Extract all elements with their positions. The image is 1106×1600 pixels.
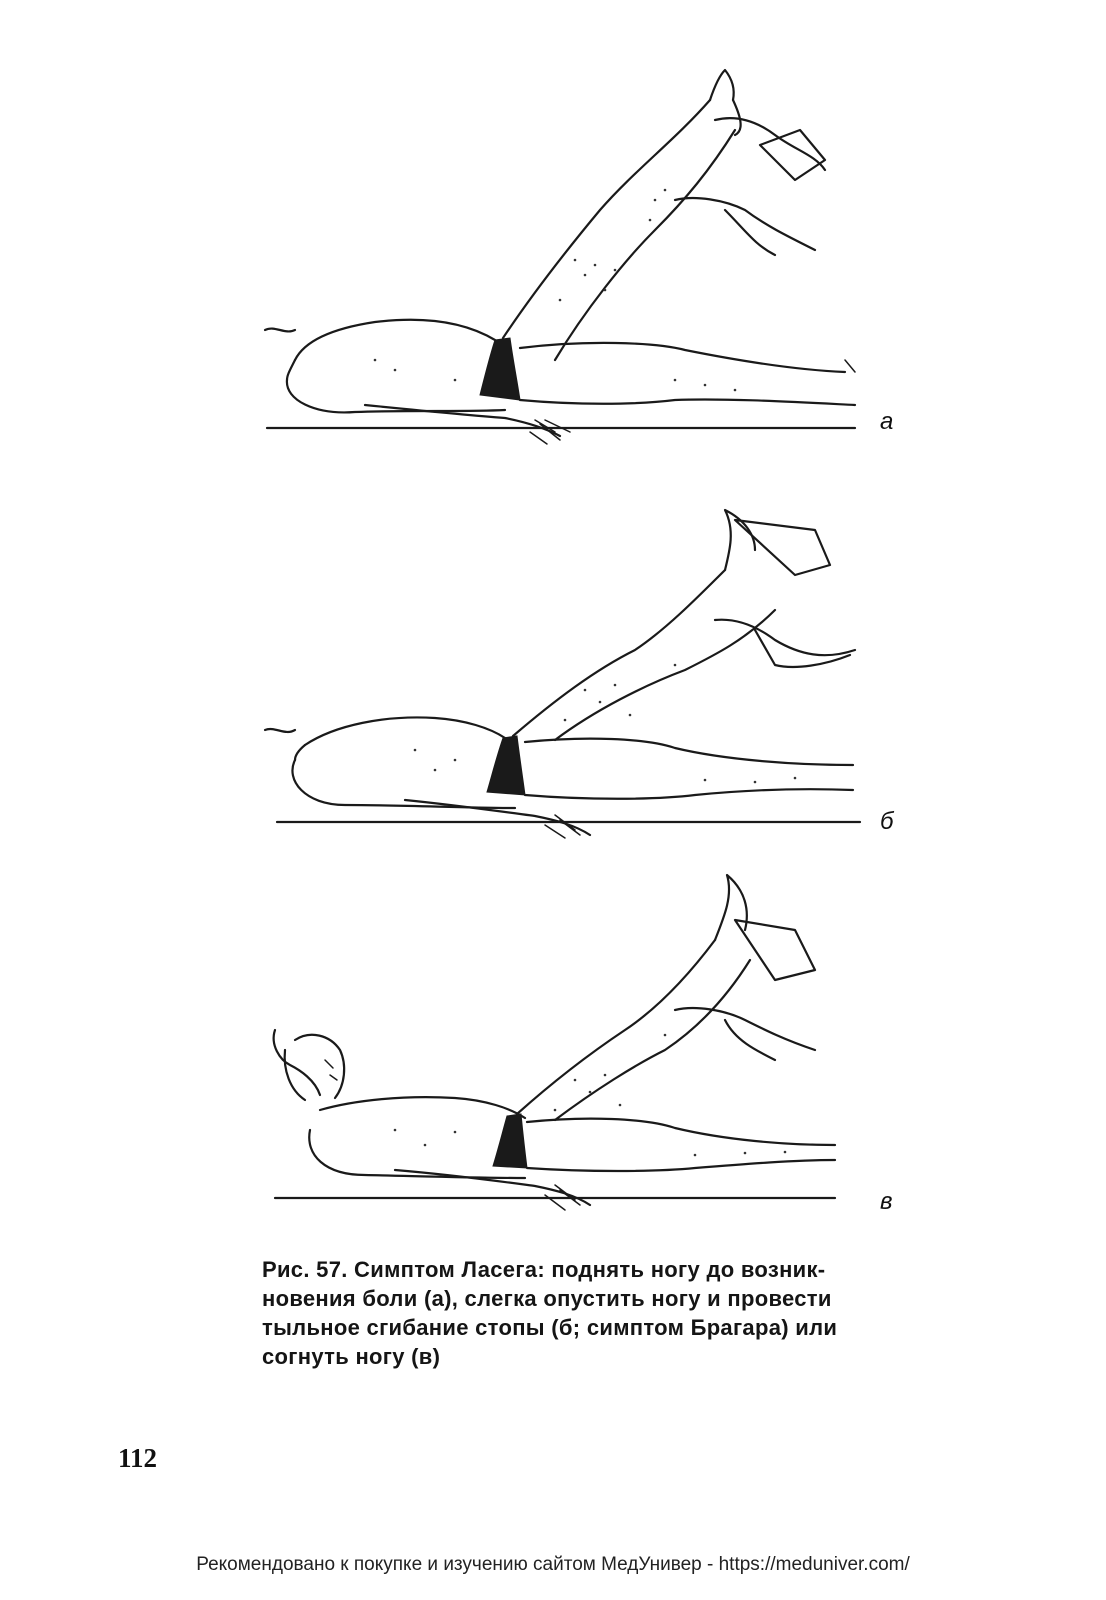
bragard-sign-drawing-b: [255, 490, 915, 850]
illustration-panel-v: [255, 870, 915, 1220]
caption-line: Рис. 57. Симптом Ласега: поднять ногу до возник-: [262, 1257, 826, 1282]
illustration-panel-b: [255, 490, 915, 850]
panel-label-v: в: [880, 1188, 893, 1215]
caption-line: новения боли (а), слегка опустить ногу и провести: [262, 1286, 832, 1311]
illustration-panel-a: [255, 60, 915, 460]
page-number: 112: [118, 1443, 158, 1473]
panel-label-a: а: [880, 408, 894, 435]
figure-caption: [262, 1255, 982, 1371]
panel-label-b: б: [880, 808, 894, 835]
knee-flexion-drawing-v: [255, 870, 915, 1220]
lasegue-test-drawing-a: [255, 60, 915, 460]
caption-line: тыльное сгибание стопы (б; симптом Брагара) или: [262, 1315, 838, 1340]
footer-watermark-text: Рекомендовано к покупке и изучению сайтом МедУнивер - https://meduniver.com/: [196, 1554, 910, 1575]
caption-line: согнуть ногу (в): [262, 1344, 441, 1369]
